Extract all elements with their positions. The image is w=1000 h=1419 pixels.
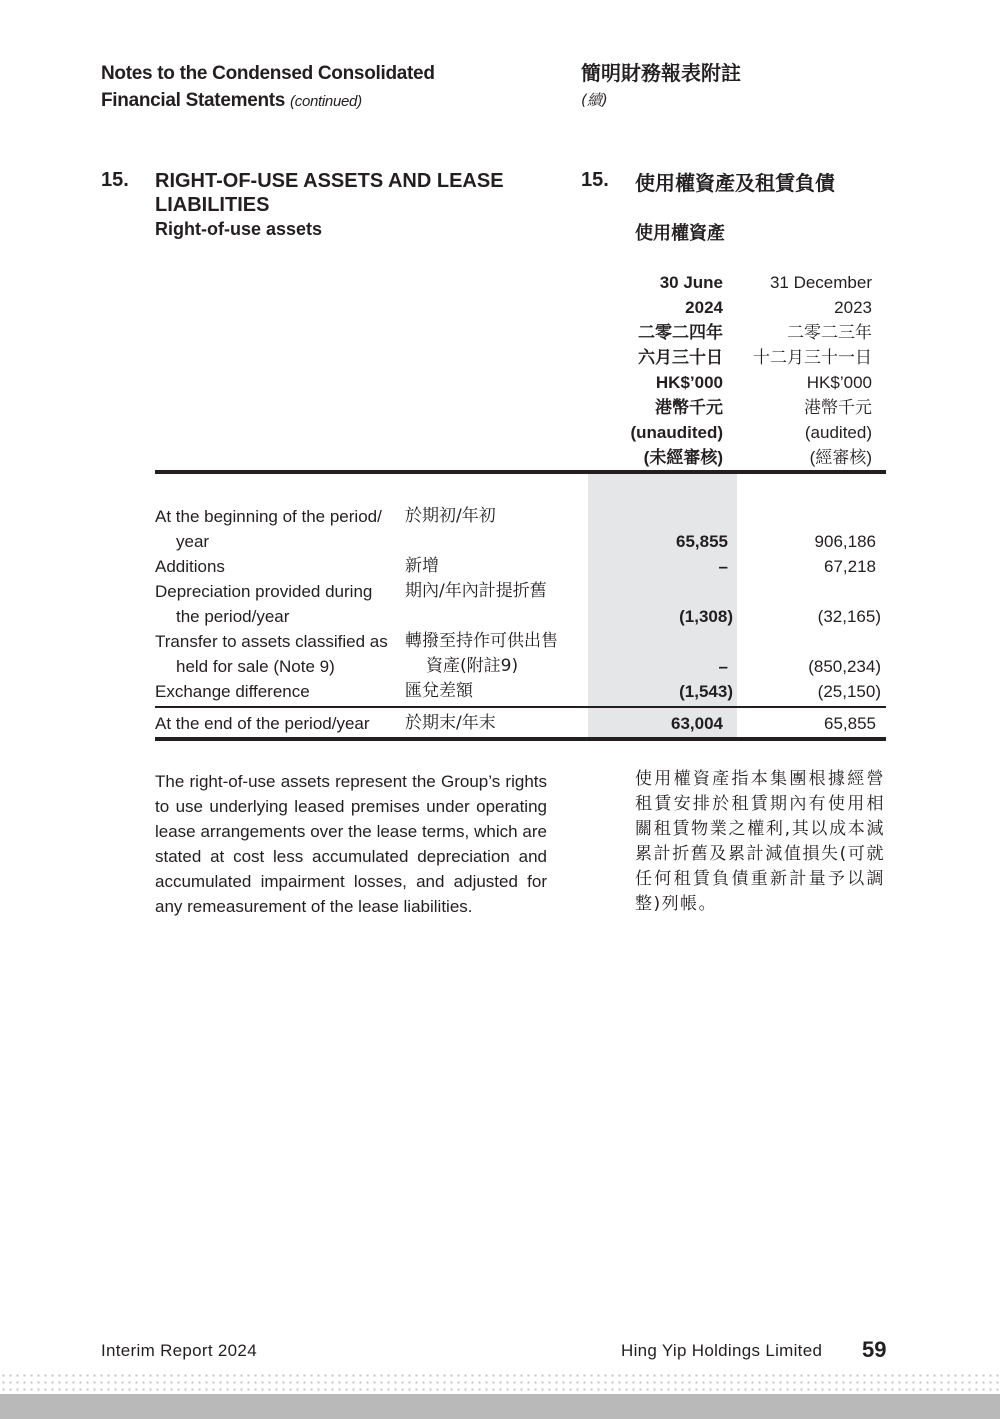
table-cell-current: 65,855 — [676, 532, 728, 551]
table-cell-current: (1,543) — [679, 682, 733, 701]
page-number: 59 — [862, 1337, 887, 1362]
table-cell-prior: 906,186 — [814, 532, 876, 551]
label-line: held for sale (Note 9) — [176, 657, 335, 676]
col-cur-line: 港幣千元 — [655, 398, 723, 417]
section-title-en: RIGHT-OF-USE ASSETS AND LEASE LIABILITIES — [155, 170, 504, 216]
table-cell-current: – — [718, 557, 728, 576]
table-row-label-zh: 匯兌差額 — [405, 681, 473, 701]
col-cur-line: 六月三十日 — [638, 348, 723, 367]
label-line: Transfer to assets classified as — [155, 632, 388, 651]
label-line: 資產(附註9) — [426, 656, 519, 676]
label-line: At the beginning of the period/ — [155, 507, 382, 526]
table-row-label-en: Exchange difference — [155, 682, 310, 701]
table-top-rule — [155, 470, 886, 474]
col-cur-line: 二零二四年 — [638, 323, 723, 342]
column-head-prior — [702, 270, 872, 470]
col-prev-line: 2023 — [834, 298, 872, 317]
header-title-line2: Financial Statements — [101, 90, 286, 111]
table-row-label-en — [155, 504, 382, 554]
table-cell-prior: (850,234) — [808, 657, 881, 676]
section-number-zh: 15. — [581, 169, 609, 191]
header-title-line1: Notes to the Condensed Consolidated — [101, 63, 435, 84]
col-prev-line: 港幣千元 — [804, 398, 872, 417]
page-header-zh — [581, 58, 741, 112]
subtotal-rule — [155, 706, 886, 708]
header-continued: (continued) — [290, 93, 362, 110]
footer-dot-pattern — [0, 1372, 1000, 1394]
footer-company-name: Hing Yip Holdings Limited — [621, 1341, 823, 1360]
table-row-label-en — [155, 579, 372, 629]
table-row-label-zh — [405, 629, 558, 679]
col-cur-line: 30 June — [659, 273, 723, 292]
col-prev-line: HK$’000 — [806, 373, 872, 392]
col-prev-line: (經審核) — [809, 448, 872, 467]
col-cur-line: 2024 — [685, 298, 723, 317]
description-paragraph-en: The right-of-use assets represent the Group’s rights to use underlying leased premises under operating lease arrangements over the lease terms, which are stated at cost less accumulated depreciation and accumulated impairment losses, and adjusted for any remeasurement of the lease liabilities. — [155, 772, 547, 916]
footer-report-title: Interim Report 2024 — [101, 1341, 257, 1360]
table-row-label-zh: 於期初/年初 — [405, 506, 496, 526]
col-prev-line: 十二月三十一日 — [753, 348, 872, 367]
table-row-label-zh: 期內/年內計提折舊 — [405, 581, 547, 601]
col-cur-line: HK$’000 — [655, 373, 723, 392]
label-line: the period/year — [176, 607, 290, 626]
section-subtitle-zh: 使用權資產 — [635, 223, 725, 244]
col-cur-line: (未經審核) — [643, 448, 723, 467]
table-cell-current: (1,308) — [679, 607, 733, 626]
col-cur-line: (unaudited) — [630, 423, 723, 442]
col-prev-line: (audited) — [804, 423, 872, 442]
label-line: 轉撥至持作可供出售 — [405, 631, 558, 651]
header-title-zh: 簡明財務報表附註 — [581, 61, 741, 85]
section-title-zh: 使用權資產及租賃負債 — [635, 171, 835, 195]
table-bottom-rule — [155, 737, 886, 741]
description-paragraph-zh: 使用權資產指本集團根據經營租賃安排於租賃期內有使用相關租賃物業之權利,其以成本減累計折舊及累計減值損失(可就任何租賃負債重新計量予以調整)列帳。 — [635, 769, 885, 914]
label-line: Depreciation provided during — [155, 582, 373, 601]
section-subtitle-en: Right-of-use assets — [155, 219, 323, 239]
column-head-current — [553, 270, 723, 470]
table-cell-prior: (25,150) — [817, 682, 881, 701]
footer-band — [0, 1394, 1000, 1419]
table-row-label-zh: 新增 — [405, 556, 439, 576]
table-cell-prior: 67,218 — [824, 557, 876, 576]
table-cell-prior: (32,165) — [817, 607, 881, 626]
table-row-label-en: Additions — [155, 557, 225, 576]
table-cell-current: – — [718, 657, 728, 676]
label-line: year — [176, 532, 210, 551]
table-total-current: 63,004 — [671, 714, 723, 733]
table-total-label-zh: 於期末/年末 — [405, 713, 496, 733]
page-header-en — [101, 60, 435, 115]
col-prev-line: 31 December — [769, 273, 872, 292]
header-continued-zh: (續) — [581, 91, 608, 109]
table-total-label-en: At the end of the period/year — [155, 714, 370, 733]
table-total-prior: 65,855 — [824, 714, 876, 733]
col-prev-line: 二零二三年 — [787, 323, 872, 342]
section-number-en: 15. — [101, 169, 129, 191]
table-row-label-en — [155, 629, 388, 679]
